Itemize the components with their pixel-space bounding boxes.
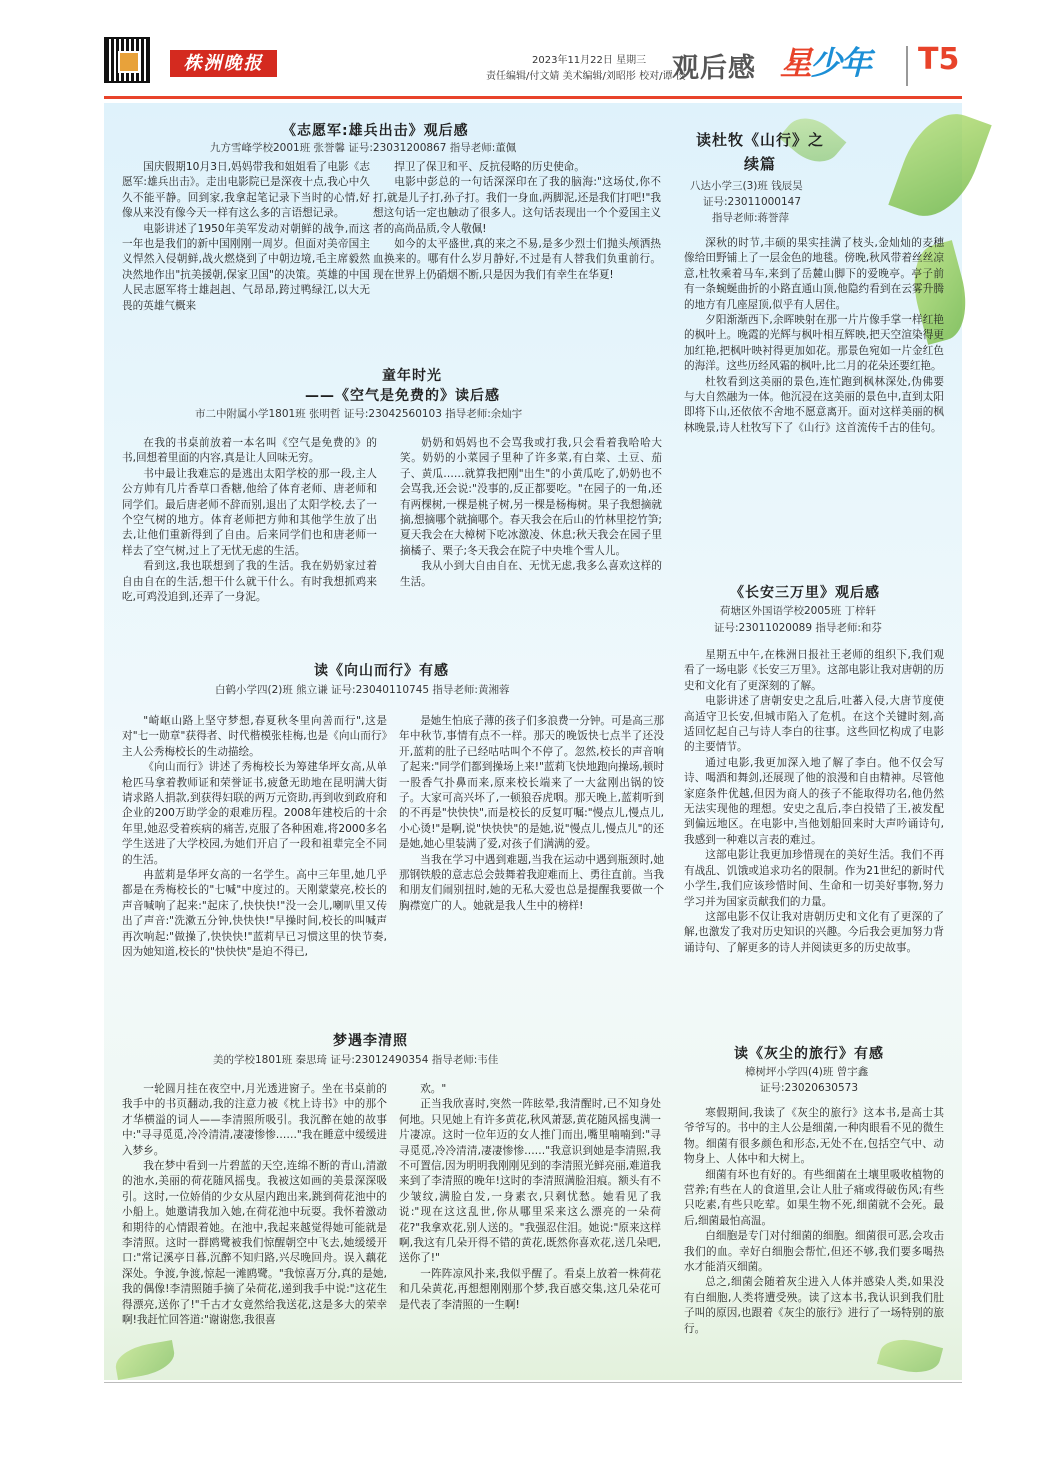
paragraph: 白细胞是专门对付细菌的细胞。细菌很可恶,会攻击我们的血。幸好白细胞会帮忙,但还不够,我们要多喝热水才能消灭细菌。 (684, 1230, 944, 1274)
article-5-meta-2: 证号:23011000147 (703, 196, 802, 208)
paragraph: 欢。" (420, 1083, 447, 1095)
issue-date: 2023年11月22日 星期三 (532, 55, 647, 66)
paragraph: 细菌有坏也有好的。有些细菌在土壤里吸收植物的营养;有些在人的食道里,会让人肚子痛或得破伤风;有些只吃素,有些只吃荤。如果生物不死,细菌就不会死。最后,细菌最怕高温。 (684, 1168, 944, 1227)
paragraph: 正当我欣喜时,突然一阵眩晕,我清醒时,已不知身处何地。只见她上有许多黄花,秋风萧瑟,黄花随风摇曳满一片凄凉。这时一位年迈的女人推门而出,嘴里喃喃到:"寻寻觅觅,冷冷清清,凄凄惨惨……"我意识到她是李清照,我不可置信,因为明明我刚刚见到的李清照光鲜亮丽,难道我来到了李清照的晚年!这时的李清照满脸泪痕。额头有不少皱纹,满脸白发,一身素衣,只剩忧愁。她看见了我说:"现在这这乱世,你从哪里采来这么漂亮的一朵荷花?"我拿欢花,别人送的。"我强忍住泪。她说:"原来这样啊,我这有几朵开得不错的黄花,既然你喜欢花,送几朵吧,送你了!" (399, 1098, 661, 1265)
paragraph: 在我的书桌前放着一本名叫《空气是免费的》的书,回想着里面的内容,真是让人回味无穷。 (122, 437, 377, 465)
paragraph: 夕阳渐渐西下,余晖映射在那一片片像手掌一样红艳的枫叶上。晚霞的光辉与枫叶相互辉映,把天空渲染得更加红艳,把枫叶映衬得更加如花。那景色宛如一片金红色的海洋。这些历经风霜的枫叶,比二月的花朵还要红艳。 (684, 314, 944, 373)
article-2-col-1 (122, 436, 377, 656)
article-1-meta: 九方雪峰学校2001班 张誉馨 证号:23031200867 指导老师:董佩 (210, 142, 517, 154)
article-1-title: 《志愿军:雄兵出击》观后感 (282, 123, 469, 139)
article-5-title (690, 128, 830, 176)
header-divider (906, 46, 908, 86)
article-1-col-2 (373, 160, 661, 360)
paragraph: 深秋的时节,丰硕的果实挂满了枝头,金灿灿的麦穗像给田野铺上了一层金色的地毯。傍晚,秋风带着丝丝凉意,杜牧乘着马车,来到了岳麓山脚下的爱晚亭。亭子前有一条蜿蜒曲折的小路直通山顶,他隐约看到在云雾升腾的地方有几座屋顶,似乎有人居住。 (684, 237, 944, 311)
paragraph: "崎岖山路上坚守梦想,春夏秋冬里向善而行",这是对"七一勋章"获得者、时代楷模张桂梅,也是《向山而行》主人公秀梅校长的生动描绘。 (122, 715, 387, 758)
article-7-meta-1: 樟树坪小学四(4)班 曾宇鑫 (745, 1066, 869, 1078)
article-3-col-2 (399, 714, 664, 1022)
article-1-col-1 (122, 160, 370, 360)
header-rule (104, 96, 962, 99)
section-label: 观后感 (672, 53, 756, 84)
article-7-title: 读《灰尘的旅行》有感 (734, 1046, 884, 1062)
page-number: T5 (918, 42, 960, 77)
paragraph: 电影中彭总的一句话深深印在了我的脑海:"这场仗,你不打,就是儿子打,孙子打。我们一身血,两脚泥,还是我们打吧!"我想这句话一定也触动了很多人。这句话表现出一个个爱国主义者的高尚品质,令人敬佩! (373, 176, 661, 235)
paragraph: 总之,细菌会随着灰尘进入人体并感染人类,如果没有白细胞,人类将遭受殃。读了这本书,我认识到我们肚子叫的原因,也跟着《灰尘的旅行》进行了一场特别的旅行。 (684, 1276, 944, 1335)
article-4-col-2 (399, 1082, 661, 1372)
article-2-subtitle: ——《空气是免费的》读后感 (305, 388, 500, 404)
article-7-col (684, 1106, 944, 1374)
brand-mark (780, 38, 870, 84)
paragraph: 如今的太平盛世,真的来之不易,是多少烈士们抛头颅洒热血换来的。哪有什么岁月静好,不过是有人替我们负重前行。现在世界上仍硝烟不断,只是因为我们有幸生在华夏! (373, 238, 661, 281)
article-2-meta: 市二中附属小学1801班 张明哲 证号:23042560103 指导老师:余灿宇 (195, 408, 523, 420)
paragraph: 捍卫了保卫和平、反抗侵略的历史使命。 (394, 161, 585, 173)
article-6-title: 《长安三万里》观后感 (730, 585, 880, 601)
article-3-col-1 (122, 714, 387, 1022)
paragraph: 杜牧看到这美丽的景色,连忙跑到枫林深处,伪佛要与大自然融为一体。他沉浸在这美丽的景色中,直到太阳即将下山,还依依不舍地不愿意离开。面对这样美丽的枫林晚景,诗人杜牧写下了《山行》这首流传千古的佳句。 (684, 375, 944, 434)
article-6-meta-1: 荷塘区外国语学校2005班 丁梓轩 (720, 605, 877, 617)
article-4-col-1 (122, 1082, 387, 1372)
paragraph: 我在梦中看到一片碧蓝的天空,连绵不断的青山,清澈的池水,美丽的荷花随风摇曳。我被这如画的美景深深吸引。这时,一位娇俏的少女从屋内跑出来,跳到荷花池中的小船上。她邀请我加入她,在荷花池中玩耍。我怀着激动和期待的心情跟着她。在池中,我起来越觉得她可能就是李清照。这时一群鸥鹭被我们惊醒朝空中飞去,她缓缓开口:"常记溪亭日暮,沉醉不知归路,兴尽晚回舟。误入藕花深处。争渡,争渡,惊起一滩鸥鹭。"我惊喜万分,真的是她,我的偶像!李清照随手摘了朵荷花,递到我手中说:"这花生得漂亮,送你了!"千古才女竟然给我送花,这是多大的荣幸啊!我赶忙回答道:"谢谢您,我很喜 (122, 1160, 387, 1327)
article-3-title: 读《向山而行》有感 (314, 663, 449, 679)
staff-credits: 责任编辑/付文婧 美术编辑/刘昭彤 校对/谭 佼 (486, 71, 686, 82)
paragraph: 看到这,我也联想到了我的生活。我在奶奶家过着自由自在的生活,想干什么就干什么。有时我想抓鸡来吃,可鸡没追到,还弄了一身泥。 (122, 560, 377, 604)
paragraph: 这部电影让我更加珍惜现在的美好生活。我们不再有战乱、饥饿或追求功名的限制。作为21世纪的新时代小学生,我们应该珍惜时间、生命和一切美好事物,努力学习并为国家贡献我们的力量。 (684, 849, 944, 908)
paragraph: 《向山而行》讲述了秀梅校长为筹建华坪女高,从单枪匹马拿着教师证和荣誉证书,疲惫无助地在昆明满大街请求路人捐款,到获得妇联的两万元资助,再到收到政府和企业的200万助学金的艰难历程。2008年建校后的十余年里,她忍受着疾病的痛苦,克服了各种困难,将2000多名学生送进了大学校园,为她们开启了一段和祖辈完全不同的生活。 (122, 761, 387, 866)
qr-code (104, 37, 150, 83)
paragraph: 电影讲述了1950年美军发动对朝鲜的战争,而这一年也是我们的新中国刚刚一周岁。但面对美帝国主义悍然入侵朝鲜,战火燃烧到了中朝边境,毛主席毅然决然地作出"抗美援朝,保家卫国"的决策。英雄的中国人民志愿军将士雄赳赳、气昂昂,跨过鸭绿江,以大无畏的英雄气概来 (122, 222, 370, 312)
paragraph: 电影讲述了唐朝安史之乱后,吐蕃入侵,大唐节度使高适守卫长安,但城市陷入了危机。在这个关键时刻,高适回忆起自己与诗人李白的往事。这些回忆构成了电影的主要情节。 (684, 695, 944, 754)
paragraph: 冉蓝莉是华坪女高的一名学生。高中三年里,她几乎都是在秀梅校长的"七喊"中度过的。天刚蒙蒙亮,校长的声音喊响了起来:"起床了,快快快!"没一会儿,喇叭里又传出了声音:"洗漱五分钟,快快快!"早操时间,校长的叫喊声再次响起:"做操了,快快快!"蓝莉早已习惯这里的快节奏,因为她知道,校长的"快快快"是迫不得已, (122, 869, 387, 959)
paragraph: 星期五中午,在株洲日报社王老师的组织下,我们观看了一场电影《长安三万里》。这部电影让我对唐朝的历史和文化有了更深刻的了解。 (684, 649, 944, 692)
paragraph: 我从小到大自由自在、无忧无虑,我多么喜欢这样的生活。 (400, 560, 662, 588)
article-5-col (684, 236, 944, 620)
paragraph: 这部电影不仅让我对唐朝历史和文化有了更深的了解,也激发了我对历史知识的兴趣。今后我会更加努力背诵诗句、了解更多的诗人并阅读更多的历史故事。 (684, 910, 944, 954)
paragraph: 通过电影,我更加深入地了解了李白。他不仅会写诗、喝酒和舞剑,还展现了他的浪漫和自由精神。尽管他家庭条件优越,但因为商人的孩子不能取得功名,他仍然无法实现他的理想。安史之乱后,李白投错了王,被发配到偏远地区。在电影中,当他划船回来时大声吟诵诗句,我感到一种难以言表的难过。 (684, 756, 944, 846)
bottom-rule (104, 1382, 962, 1383)
article-5-meta-3: 指导老师:蒋誉萍 (712, 212, 790, 224)
paragraph: 书中最让我难忘的是逃出太阳学校的那一段,主人公方帅有几片香草口香糖,他给了体育老师、唐老师和同学们。最后唐老师不辞而别,退出了太阳学校,去了一个空气树的地方。体育老师把方帅和其他学生放了出去,让他们重新得到了自由。后来同学们也和唐老师一样去了空气树,过上了无忧无虑的生活。 (122, 467, 377, 557)
paragraph: 寒假期间,我读了《灰尘的旅行》这本书,是高士其爷爷写的。书中的主人公是细菌,一种肉眼看不见的微生物。细菌有很多颜色和形态,无处不在,包括空气中、动物身上、人体中和大树上。 (684, 1107, 944, 1166)
brand-b: 少年 (810, 44, 871, 82)
article-2-title: 童年时光 (382, 368, 442, 384)
article-4-meta: 美的学校1801班 秦思琦 证号:23012490354 指导老师:韦佳 (213, 1054, 499, 1066)
article-5-meta-1: 八达小学三(3)班 钱辰昊 (690, 180, 803, 192)
paragraph: 当我在学习中遇到难题,当我在运动中遇到瓶颈时,她那钢铁般的意志总会鼓舞着我迎难而上、勇往直前。当我和朋友们闹别扭时,她的无私大爱也总是提醒我要做一个胸襟宽广的人。她就是我人生中的榜样! (399, 853, 664, 912)
article-6-meta-2: 证号:23011020089 指导老师:和芬 (714, 622, 882, 634)
paragraph: 一轮圆月挂在夜空中,月光透进窗子。坐在书桌前的我手中的书页翻动,我的注意力被《枕上诗书》中的那个才华横溢的词人——李清照所吸引。我沉醉在她的故事中:"寻寻觅觅,冷冷清清,凄凄惨惨……"我在睡意中缓缓进入梦乡。 (122, 1083, 387, 1157)
article-7-meta-2: 证号:23020630573 (760, 1082, 859, 1094)
paragraph: 国庆假期10月3日,妈妈带我和姐姐看了电影《志愿军:雄兵出击》。走出电影院已是深夜十点,我心中久久不能平静。回到家,我拿起笔记录下当时的心情,好像从来没有像今天一样有这么多的言语想记录。 (122, 161, 370, 220)
article-5-title-text: 读杜牧《山行》之续篇 (695, 131, 824, 173)
article-4-title: 梦遇李清照 (333, 1033, 408, 1049)
newspaper-logo: 株洲晚报 (170, 50, 277, 77)
article-2-col-2 (400, 436, 662, 656)
paragraph: 一阵阵凉风扑来,我似乎醒了。看桌上放着一株荷花和几朵黄花,再想想刚刚那个梦,我百感交集,这几朵花可是代表了李清照的一生啊! (399, 1267, 661, 1311)
paragraph: 是她生怕底子薄的孩子们多浪费一分钟。可是高三那年中秋节,事情有点不一样。那天的晚饭快七点半了还没开,蓝莉的肚子已经咕咕叫个不停了。忽然,校长的声音响了起来:"同学们都到操场上来!"蓝莉飞快地跑向操场,顿时一股香气扑鼻而来,原来校长端来了一大盆刚出锅的饺子。大家可高兴坏了,一顿狼吞虎咽。那天晚上,蓝莉听到的不再是"快快快",而是校长的反复叮嘱:"慢点儿,慢点儿,小心烫!"是啊,说"快快快"的是她,说"慢点儿,慢点儿"的还是她,她心里装满了爱,对孩子们满满的爱。 (399, 715, 664, 851)
article-6-col (684, 648, 944, 1020)
brand-a: 星 (780, 44, 811, 82)
article-3-meta: 白鹤小学四(2)班 熊立谦 证号:23040110745 指导老师:黄湘蓉 (215, 684, 510, 696)
paragraph: 奶奶和妈妈也不会骂我或打我,只会看着我哈哈大笑。奶奶的小菜园子里种了许多菜,有白菜、土豆、茄子、黄瓜……就算我把刚"出生"的小黄瓜吃了,奶奶也不会骂我,还会说:"没事的,反正都要吃。"在园子的一角,还有两棵树,一棵是桃子树,另一棵是杨梅树。果子我想摘就摘,想摘哪个就摘哪个。春天我会在后山的竹林里挖竹笋;夏天我会在大樟树下吃冰激凌、休息;秋天我会在园子里摘橘子、栗子;冬天我会在院子中央堆个雪人儿。 (400, 437, 662, 557)
